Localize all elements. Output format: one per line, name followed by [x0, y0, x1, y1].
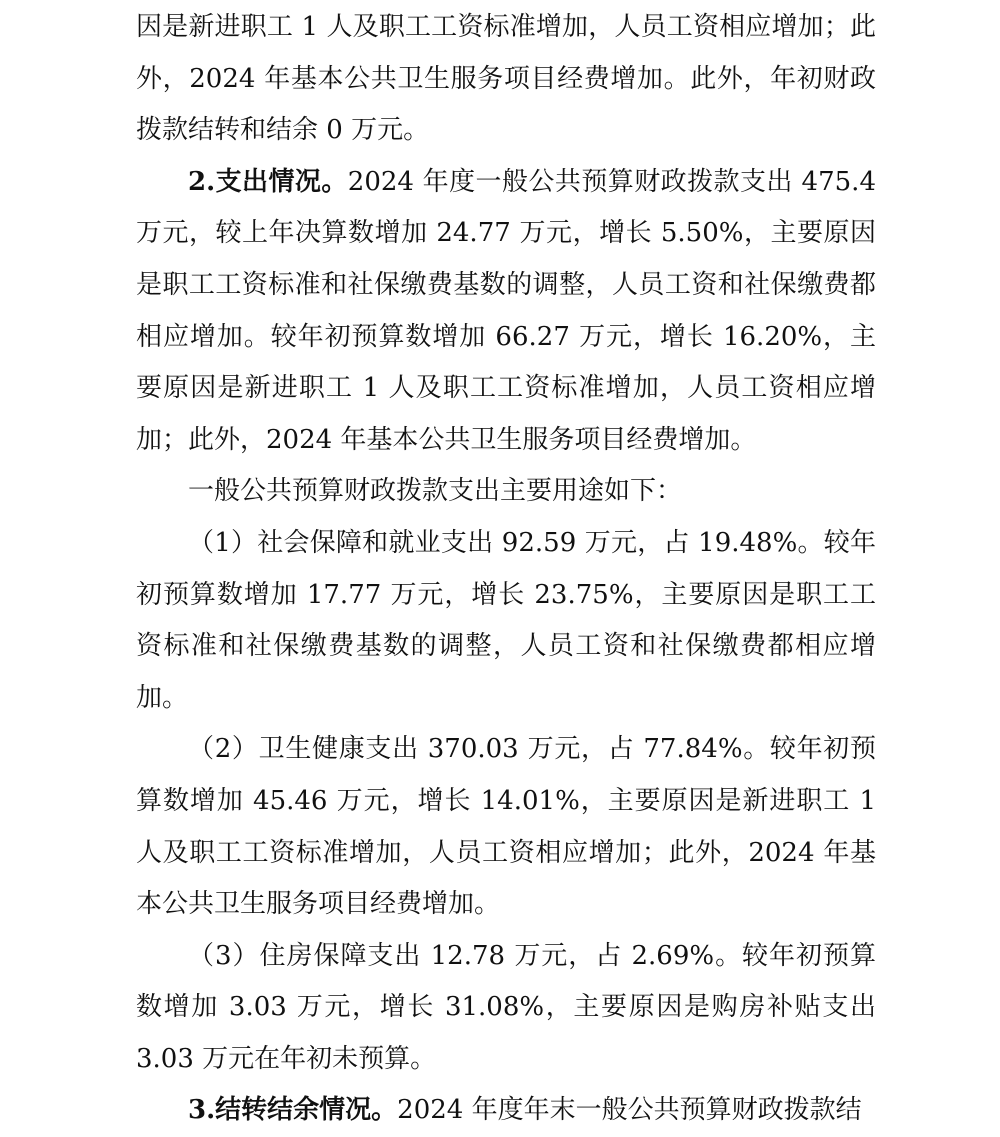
paragraph-carryover-body: 2024 年度年末一般公共预算财政拨款结 [397, 1095, 862, 1126]
section-heading-expenditure: 2.支出情况。 [188, 166, 348, 197]
paragraph-carryover [136, 1085, 876, 1137]
document-page [136, 2, 876, 1137]
paragraph-expenditure-body: 2024 年度一般公共预算财政拨款支出 475.4 万元，较上年决算数增加 24.77 万元，增长 5.50%，主要原因是职工工资标准和社保缴费基数的调整，人员工资和社保缴费都相应增加。较年初预算数增加 66.27 万元，增长 16.20%，主要原因是新进职工 1 人及职工工资标准增加，人员工资相应增加；此外，2024 年基本公共卫生服务项目经费增加。 [136, 166, 876, 455]
paragraph-expenditure [136, 157, 876, 467]
section-heading-carryover: 3.结转结余情况。 [188, 1095, 398, 1126]
list-item-health: （2）卫生健康支出 370.03 万元，占 77.84%。较年初预算数增加 45.46 万元，增长 14.01%，主要原因是新进职工 1 人及职工工资标准增加，人员工资相应增加；此外，2024 年基本公共卫生服务项目经费增加。 [136, 734, 876, 920]
paragraph-continuation: 因是新进职工 1 人及职工工资标准增加，人员工资相应增加；此外，2024 年基本公共卫生服务项目经费增加。此外，年初财政拨款结转和结余 0 万元。 [136, 12, 876, 146]
paragraph-usage-intro: 一般公共预算财政拨款支出主要用途如下： [188, 476, 683, 507]
list-item-housing: （3）住房保障支出 12.78 万元，占 2.69%。较年初预算数增加 3.03 万元，增长 31.08%，主要原因是购房补贴支出 3.03 万元在年初未预算。 [136, 940, 876, 1074]
list-item-social-security: （1）社会保障和就业支出 92.59 万元，占 19.48%。较年初预算数增加 17.77 万元，增长 23.75%，主要原因是职工工资标准和社保缴费基数的调整，人员工资和社保缴费都相应增加。 [136, 527, 876, 713]
